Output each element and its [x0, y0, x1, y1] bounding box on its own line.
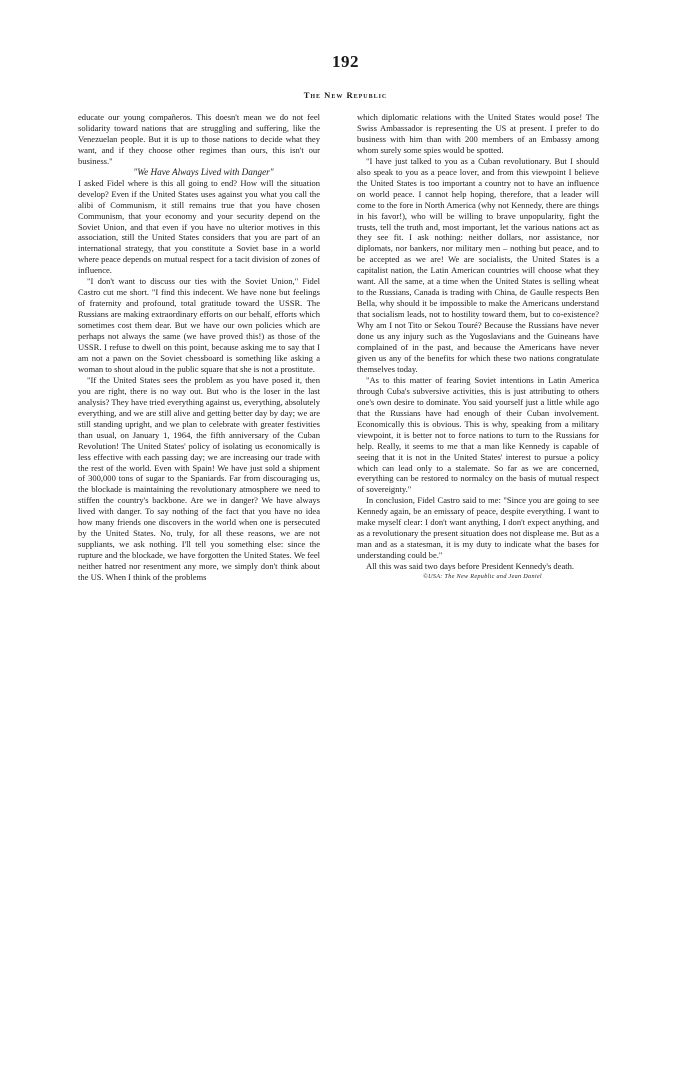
right-paragraph-3: "As to this matter of fearing Soviet intentions in Latin America through Cuba's subversive activities, this is just attributing to others one's own desire to dominate. You said yourself just a little while ago that the Russians have had enough of their Cuban involvement. Economically this is obvious. This is why, speaking from a military viewpoint, it is better not to force nations to turn to the Russians for help. Really, it seems to me that a man like Kennedy is capable of seeing that it is not in the United States' interest to pursue a policy which can lead only to a stalemate. So far as we are concerned, everything can be restored to normalcy on the basis of mutual respect of sovereignty." — [357, 374, 599, 495]
right-paragraph-2: "I have just talked to you as a Cuban revolutionary. But I should also speak to you as a peace lover, and from this viewpoint I believe the United States is too important a country not to have an influence on world peace. I cannot help hoping, therefore, that a leader will come to the fore in North America (why not Kennedy, there are things in his favor!), who will be willing to brave unpopularity, fight the trusts, tell the truth and, most important, let the various nations act as they see fit. I ask nothing: neither dollars, nor assistance, nor diplomats, nor bankers, nor military men – nothing but peace, and to be accepted as we are! We are socialists, the United States is a capitalist nation, the Latin American countries will choose what they want. All the same, at a time when the United States is selling wheat to the Russians, Canada is trading with China, de Gaulle respects Ben Bella, why should it be impossible to make the Americans understand that socialism leads, not to hostility toward them, but to co-existence? Why am I not Tito or Sekou Touré? Because the Russians have never done us any injury such as the Yugoslavians and the Guineans have complained of in the past, and because the Americans have never given us any of the benefits for which these two nations congratulate themselves today. — [357, 155, 599, 374]
page-number: 192 — [332, 52, 359, 71]
left-paragraph-3: "I don't want to discuss our ties with the Soviet Union," Fidel Castro cut me short. "I find this indecent. We have none but feelings of fraternity and profound, total gratitude toward the USSR. The Russians are making extraordinary efforts on our behalf, efforts which sometimes cost them dear. But we have our own policies which are perhaps not always the same (we have proved this!) as those of the USSR. I refuse to dwell on this point, because asking me to say that I am not a pawn on the Soviet chessboard is something like asking a woman to shout aloud in the public square that she is not a prostitute. — [78, 276, 320, 374]
left-column — [78, 112, 320, 583]
left-paragraph-1: educate our young compañeros. This doesn't mean we do not feel solidarity toward nations that are struggling and suffering, like the Venezuelan people. But it is up to those nations to decide what they want, and if they choose other regimes than ours, this isn't our business." — [78, 112, 320, 166]
right-paragraph-5: All this was said two days before President Kennedy's death. — [366, 561, 575, 572]
running-head: The New Republic — [303, 90, 388, 100]
right-paragraph-1: which diplomatic relations with the United States would pose! The Swiss Ambassador is representing the US at present. I prefer to do business with him than with 200 members of an Embassy among whom surely some spies would be spotted. — [357, 112, 599, 155]
right-paragraph-4: In conclusion, Fidel Castro said to me: "Since you are going to see Kennedy again, be an emissary of peace, despite everything. I want to make myself clear: I don't want anything, I don't expect anything, and as a revolutionary the present situation does not displease me. But as a man and as a statesman, it is my duty to indicate what the bases for understanding could be." — [357, 495, 599, 561]
left-paragraph-4: "If the United States sees the problem as you have posed it, then you are right, there is no way out. But who is the loser in the last analysis? They have tried everything against us, everything, absolutely everything, and we are still alive and getting better day by day; we are still standing upright, and we plan to celebrate with greater festivities than usual, on January 1, 1964, the fifth anniversary of the Cuban Revolution! The United States' policy of isolating us economically is less effective with each passing day; we are increasing our trade with the rest of the world. Even with Spain! We have just sold a shipment of 300,000 tons of sugar to the Spaniards. Far from discouraging us, the blockade is maintaining the revolutionary atmosphere we need to stiffen the country's backbone. Are we in danger? We have always lived with danger. To say nothing of the fact that you have no idea how many friends one discovers in the world when one is persecuted by the United States. No, truly, for all these reasons, we are not suppliants, we ask nothing. I'll tell you something else: since the rupture and the blockade, we have forgotten the United States. We feel neither hatred nor resentment any more, we simply don't think about the US. When I think of the problems — [78, 374, 320, 583]
section-subhead: "We Have Always Lived with Danger" — [133, 166, 274, 177]
left-paragraph-2: I asked Fidel where is this all going to end? How will the situation develop? Even if the United States uses against you what you call the alibi of Communism, it still remains true that you have chosen Communism, that your economy and your security depend on the Soviet Union, and that even if you have no ulterior motives in this association, still the United States considers that you are part of an international strategy, that you constitute a Soviet base in a world where peace depends on mutual respect for a tacit division of zones of influence. — [78, 177, 320, 276]
right-column — [357, 112, 599, 583]
copyright-credit: ©USA: The New Republic and Jean Daniel — [423, 573, 542, 581]
